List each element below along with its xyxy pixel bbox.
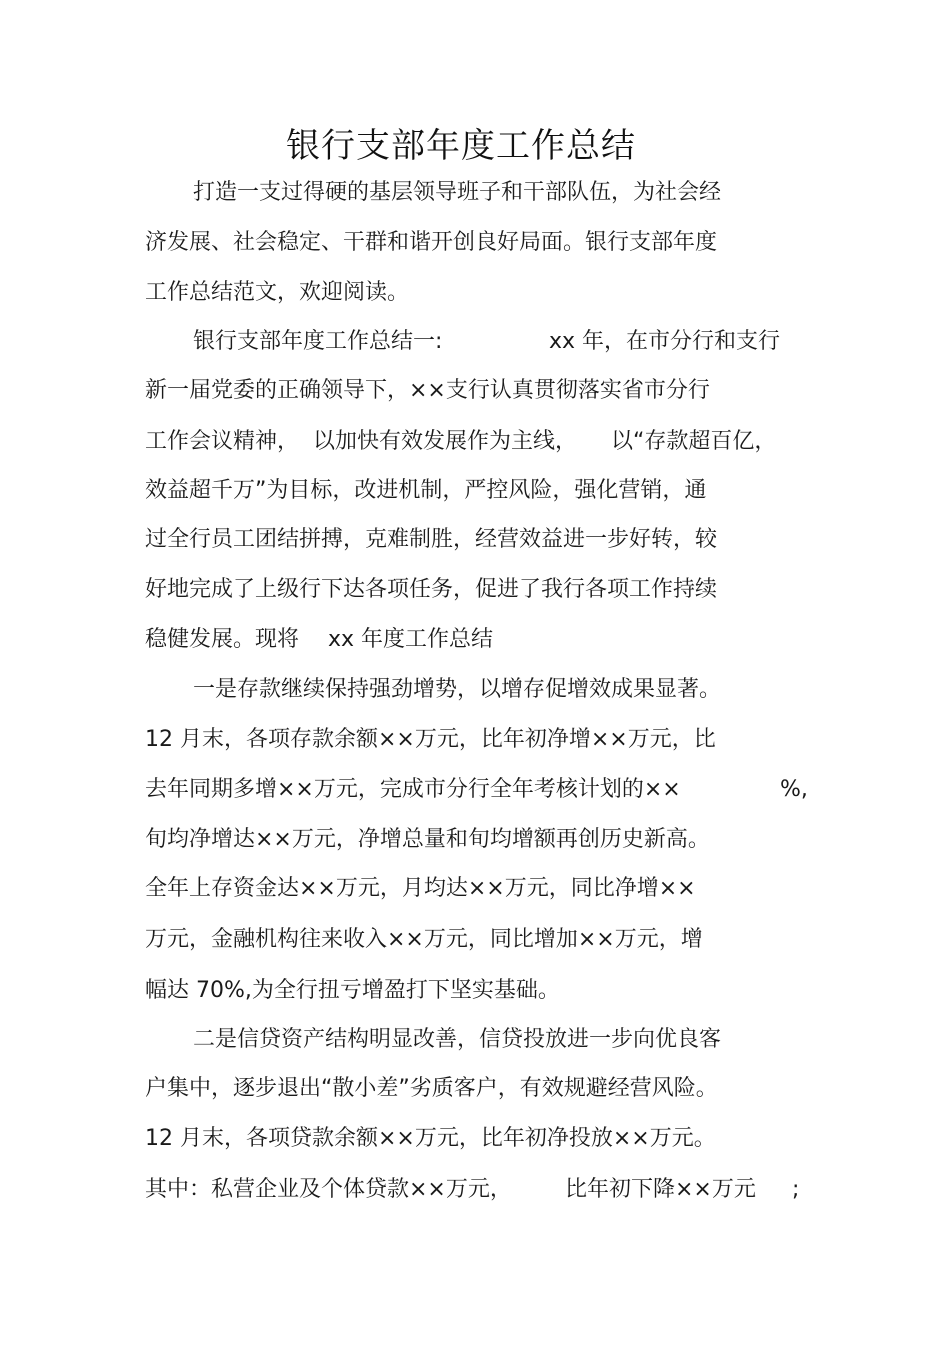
paragraph-line-segment: %, <box>780 777 808 802</box>
paragraph-line: 好地完成了上级行下达各项任务，促进了我行各项工作持续 <box>145 577 718 602</box>
paragraph-line: 过全行员工团结拼搏，克难制胜，经营效益进一步好转，较 <box>145 527 718 552</box>
document-title: 银行支部年度工作总结 <box>286 126 636 166</box>
paragraph-line: 旬均净增达××万元，净增总量和旬均增额再创历史新高。 <box>145 827 710 852</box>
paragraph-line: 工作总结范文，欢迎阅读。 <box>145 280 410 305</box>
paragraph-line: 12 月末，各项存款余额××万元，比年初净增××万元，比 <box>145 727 716 752</box>
paragraph-line: 12 月末，各项贷款余额××万元，比年初净投放××万元。 <box>145 1126 716 1151</box>
paragraph-line-segment: ; <box>792 1177 800 1202</box>
paragraph-line-segment: 工作会议精神， <box>145 429 300 454</box>
paragraph-line: 万元，金融机构往来收入××万元，同比增加××万元，增 <box>145 927 703 952</box>
paragraph-line: 全年上存资金达××万元，月均达××万元，同比净增×× <box>145 876 696 901</box>
paragraph-line: 幅达 70%,为全行扭亏增盈打下坚实基础。 <box>145 978 560 1003</box>
paragraph-line: 济发展、社会稳定、干群和谐开创良好局面。银行支部年度 <box>145 230 718 255</box>
paragraph-line-segment: 以加快有效发展作为主线， <box>313 429 578 454</box>
paragraph-line-segment: 银行支部年度工作总结一: <box>193 329 443 354</box>
paragraph-line-segment: 去年同期多增××万元，完成市分行全年考核计划的×× <box>145 777 681 802</box>
paragraph-line-segment: xx 年，在市分行和支行 <box>549 329 781 354</box>
paragraph-line: 效益超千万”为目标，改进机制，严控风险，强化营销，通 <box>145 478 707 503</box>
paragraph-line-segment: 比年初下降××万元 <box>565 1177 756 1202</box>
paragraph-line-segment: 稳健发展。现将 <box>145 627 300 652</box>
paragraph-line: 一是存款继续保持强劲增势，以增存促增效成果显著。 <box>193 677 722 702</box>
paragraph-line-segment: xx 年度工作总结 <box>328 627 494 652</box>
paragraph-line: 二是信贷资产结构明显改善，信贷投放进一步向优良客 <box>193 1027 722 1052</box>
paragraph-line: 户集中，逐步退出“散小差”劣质客户，有效规避经营风险。 <box>145 1076 718 1101</box>
paragraph-line: 新一届党委的正确领导下，××支行认真贯彻落实省市分行 <box>145 378 710 403</box>
paragraph-line: 打造一支过得硬的基层领导班子和干部队伍，为社会经 <box>193 180 722 205</box>
paragraph-line-segment: 其中：私营企业及个体贷款××万元， <box>145 1177 512 1202</box>
paragraph-line-segment: 以“存款超百亿， <box>611 429 777 454</box>
